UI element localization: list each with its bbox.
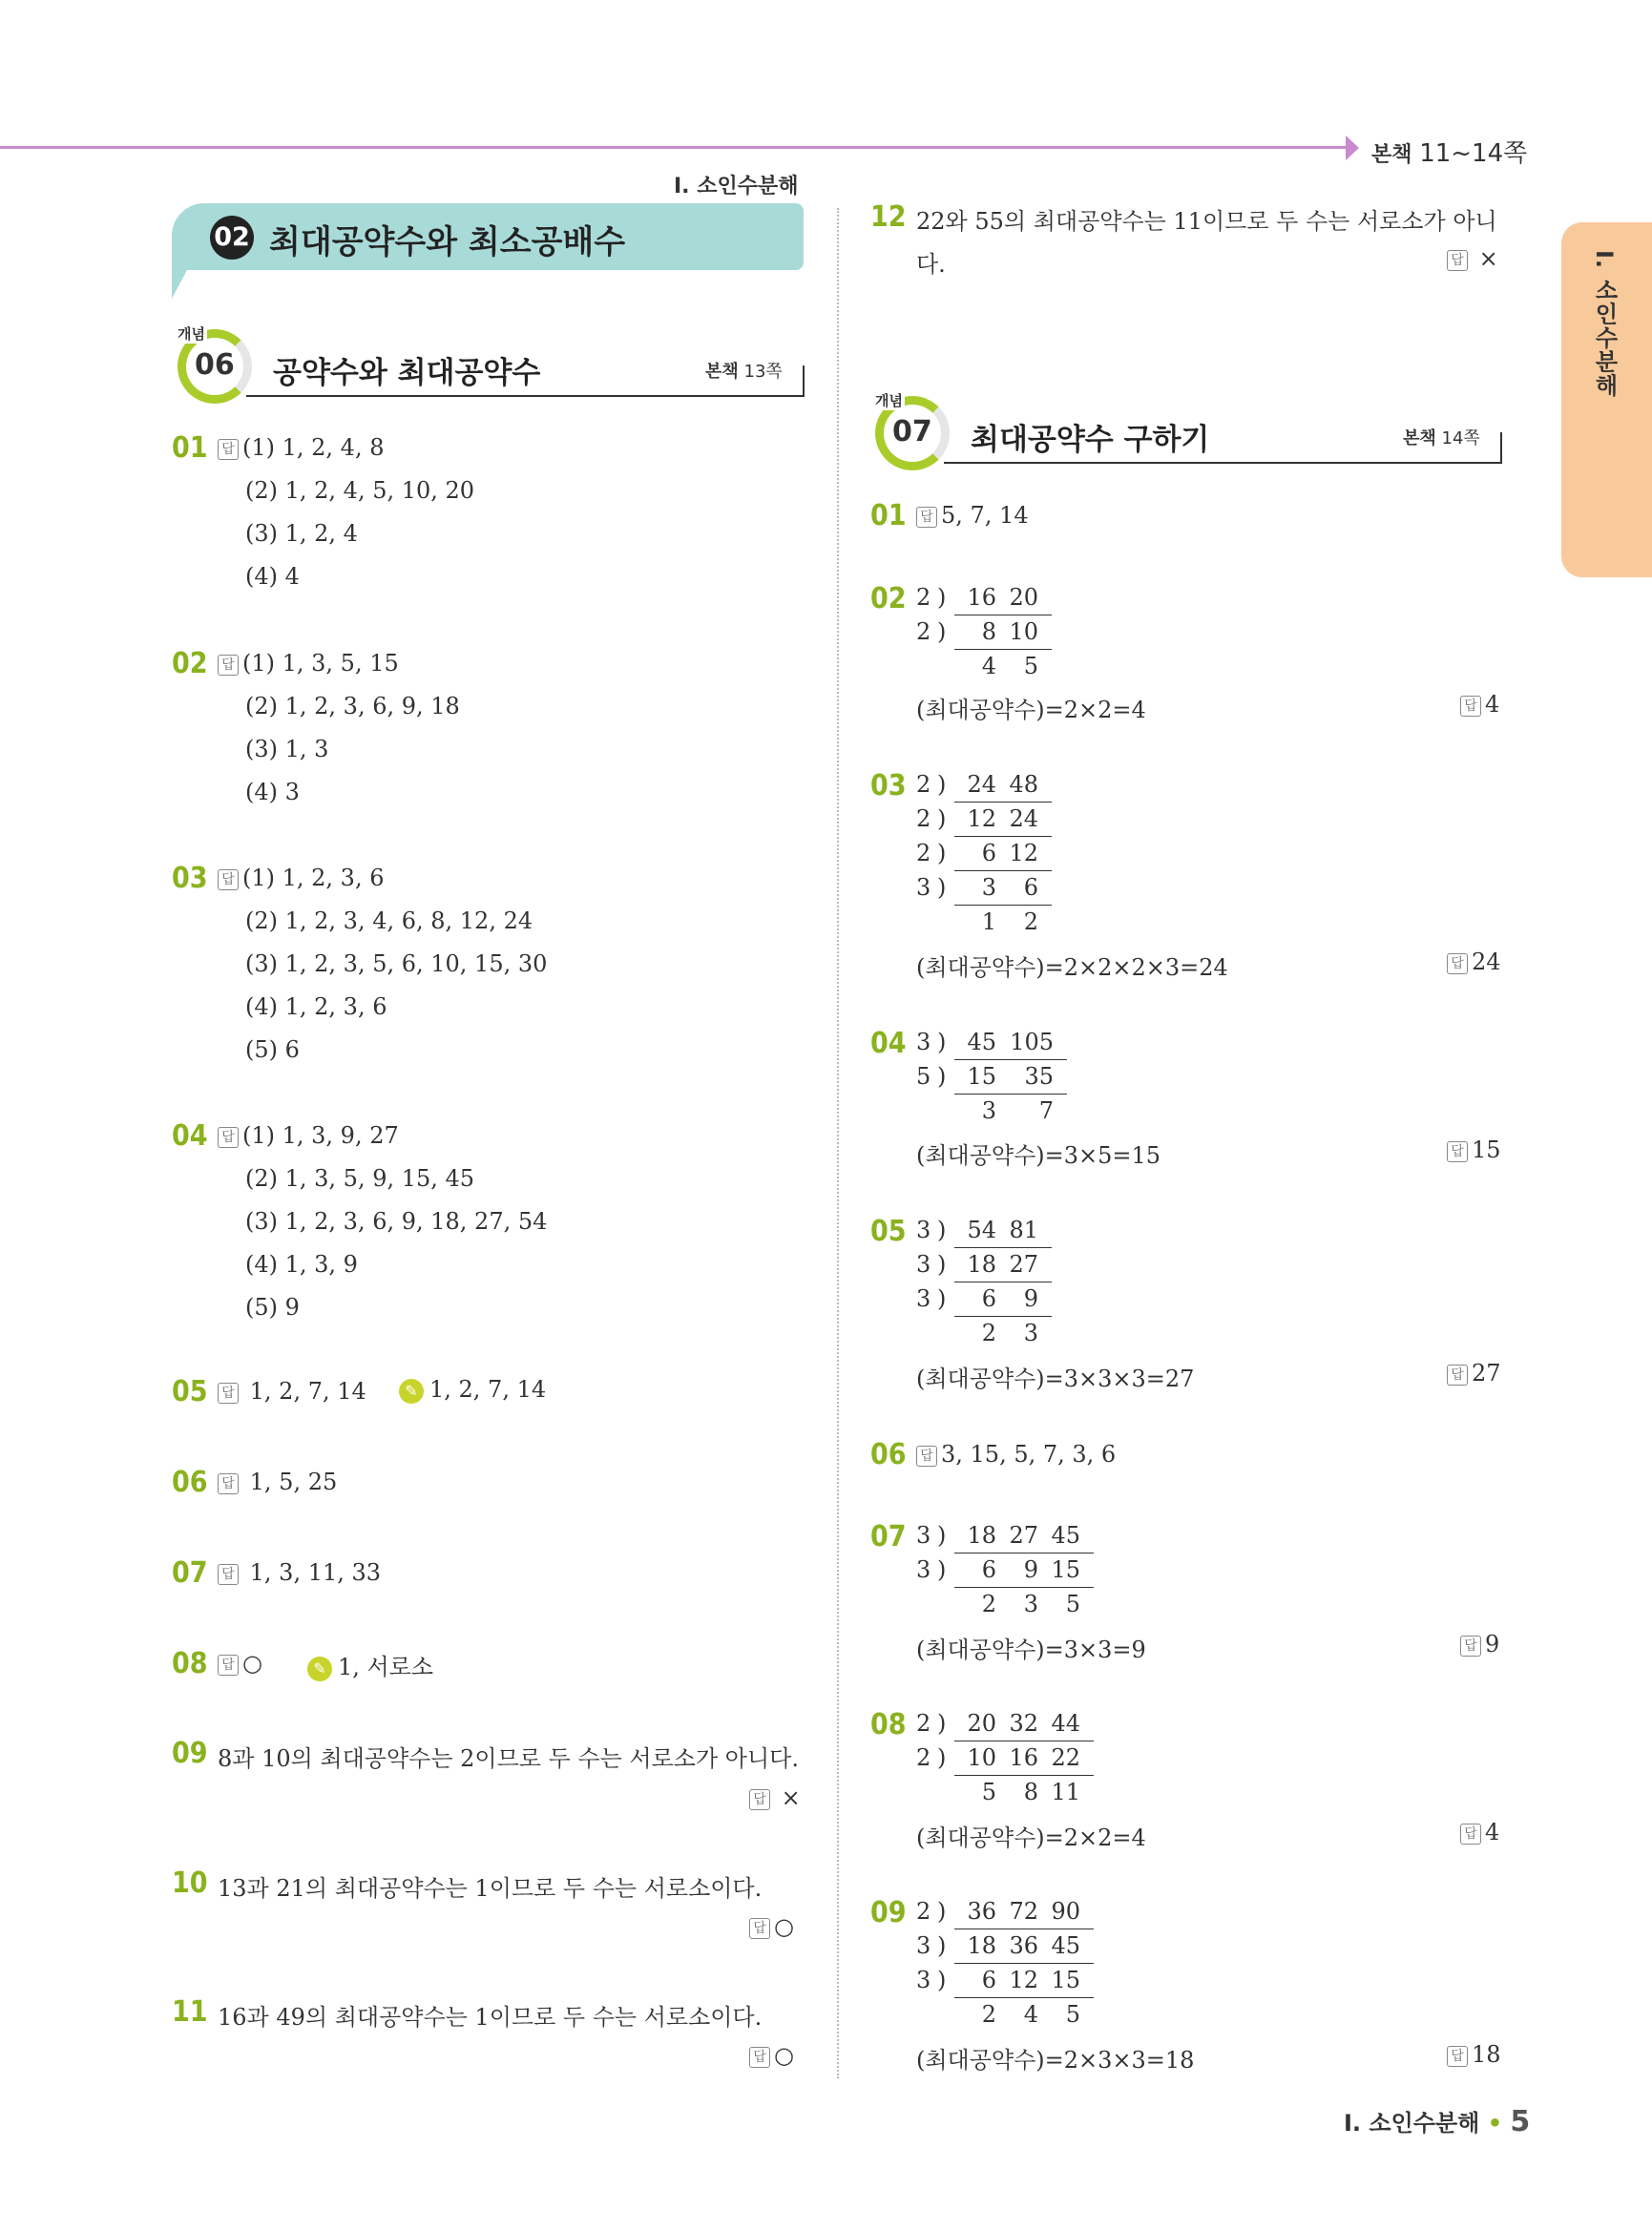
question-number: 07 [172,1556,208,1590]
concept-page-ref: 본책 14쪽 [1403,428,1480,448]
header-rule [0,146,1346,149]
question-number: 01 [870,499,907,532]
answer-line: 답 15 [1447,1136,1501,1163]
header-arrow-icon [1346,136,1359,160]
concept-number: 07 [892,415,932,448]
concept-title: 최대공약수 구하기 [971,423,1210,457]
concept-06-header [178,325,807,398]
concept-underline [944,462,1502,464]
ladder-paren: ) [937,1251,947,1278]
answer-line: 답 1, 3, 11, 33 [218,1559,381,1586]
concept-title: 공약수와 최대공약수 [273,356,541,390]
ladder-divisor: 2 [916,805,931,832]
ladder-value: 4 [981,653,996,679]
answer-line: (4) 1, 3, 9 [245,1251,358,1278]
ladder-cells [954,1251,1052,1282]
ladder-value: 35 [1024,1063,1054,1090]
answer-line: 답 ○ [749,1913,794,1940]
ladder-value: 24 [1009,805,1038,832]
answer-line: (2) 1, 2, 4, 5, 10, 20 [245,477,475,504]
concept-number: 06 [195,348,235,382]
concept-bracket [803,365,805,396]
answer-mark-icon: 답 [1460,1636,1481,1657]
answer-line: (2) 1, 3, 5, 9, 15, 45 [245,1165,475,1192]
answer-line: 답 (1) 1, 2, 4, 8 [218,434,384,461]
ladder-value: 15 [1051,1967,1080,1993]
ladder-value: 2 [981,2001,996,2028]
answer-mark-icon: 답 [1460,696,1481,717]
ladder-divisor: 2 [916,584,931,611]
ladder-value: 8 [981,618,996,645]
ladder-value: 27 [1009,1251,1038,1278]
answer-line: 답 ○ [749,2042,794,2069]
answer-line: 답 27 [1447,1360,1501,1387]
ladder-value: 18 [967,1522,996,1549]
answer-mark-icon: 답 [749,1918,770,1939]
ladder-cells [954,1591,1094,1621]
answer-line: 답 (1) 1, 3, 9, 27 [218,1122,399,1149]
explanation-text: 8과 10의 최대공약수는 2이므로 두 수는 서로소가 아니다. [218,1745,799,1772]
section-number-badge: 02 [210,216,254,260]
check-line: ✎ 1, 2, 7, 14 [399,1376,546,1404]
ladder-paren: ) [937,771,947,798]
ladder-paren: ) [937,805,947,832]
ladder-value: 10 [967,1744,996,1771]
concept-bracket [1500,432,1502,463]
ladder-cells [954,1029,1067,1060]
ladder-value: 36 [1009,1932,1038,1959]
question-number: 05 [870,1215,907,1248]
ladder-paren: ) [937,1285,947,1312]
ladder-value: 8 [1023,1779,1038,1805]
gcd-result: (최대공약수)=3×3=9 [916,1637,1146,1663]
chapter-title-top: I. 소인수분해 [674,175,799,198]
answer-line: 답 1, 2, 7, 14 [218,1378,366,1405]
ladder-cells [954,1320,1052,1350]
ladder-value: 20 [1009,584,1038,611]
pencil-check-icon: ✎ [399,1379,424,1404]
question-number: 08 [172,1647,208,1680]
ladder-cells [954,1967,1094,1998]
answer-line: 답 3, 15, 5, 7, 3, 6 [916,1441,1116,1468]
ladder-value: 2 [981,1591,996,1617]
ladder-value: 20 [967,1710,996,1737]
ladder-divisor: 3 [916,874,931,901]
ladder-cells [954,1217,1052,1248]
ladder-cells [954,1744,1094,1776]
ladder-value: 2 [1023,908,1038,935]
ladder-value: 16 [1009,1744,1038,1771]
ladder-paren: ) [937,1710,947,1737]
ladder-cells [954,771,1052,803]
concept-07-header [875,392,1505,465]
gcd-result: (최대공약수)=3×5=15 [916,1142,1161,1169]
gcd-result: (최대공약수)=2×2×2×3=24 [916,954,1228,981]
ladder-value: 6 [981,1556,996,1583]
ladder-divisor: 2 [916,1898,931,1925]
ladder-value: 12 [1009,1967,1038,1993]
answer-mark-icon: 답 [218,1127,239,1148]
ladder-value: 3 [981,1097,996,1124]
ladder-cells [954,1898,1094,1929]
question-number: 08 [870,1708,907,1741]
ladder-cells [954,618,1052,650]
ladder-divisor: 5 [916,1063,931,1090]
answer-line: (3) 1, 2, 3, 5, 6, 10, 15, 30 [245,950,548,977]
answer-line: 답 18 [1447,2041,1501,2068]
question-number: 02 [172,647,208,680]
answer-line: 답 9 [1460,1631,1499,1658]
answer-line: (4) 1, 2, 3, 6 [245,993,387,1020]
ladder-value: 18 [967,1932,996,1959]
answer-line: 답 × [1447,245,1498,272]
explanation-text: 다. [916,251,946,278]
answer-line: (2) 1, 2, 3, 4, 6, 8, 12, 24 [245,907,533,934]
answer-mark-icon: 답 [1447,1365,1468,1386]
ladder-paren: ) [937,840,947,866]
ladder-value: 22 [1051,1744,1080,1771]
ladder-value: 16 [967,584,996,611]
ladder-cells [954,2001,1094,2032]
ladder-value: 5 [1023,653,1038,679]
ladder-divisor: 3 [916,1285,931,1312]
answer-mark-icon: 답 [218,1564,239,1585]
ladder-value: 10 [1009,618,1038,645]
ladder-paren: ) [937,874,947,901]
answer-line: 답 ○ [218,1650,262,1677]
ladder-paren: ) [937,1029,947,1055]
answer-mark-icon: 답 [749,1789,770,1810]
question-number: 09 [172,1737,208,1770]
ladder-value: 5 [1065,1591,1080,1617]
section-title: 최대공약수와 최소공배수 [269,223,626,261]
ladder-paren: ) [937,1744,947,1771]
ladder-cells [954,1285,1052,1317]
check-line: ✎ 1, 서로소 [307,1648,433,1681]
ladder-value: 36 [967,1898,996,1925]
answer-mark-icon: 답 [218,439,239,460]
chapter-side-tab-label: I. 소인수분해 [1591,250,1618,398]
ladder-value: 54 [967,1217,996,1243]
gcd-result: (최대공약수)=3×3×3=27 [916,1366,1195,1392]
answer-line: 답 1, 5, 25 [218,1469,337,1495]
answer-line: (3) 1, 2, 4 [245,520,358,547]
answer-line: (4) 3 [245,779,300,805]
ladder-value: 90 [1051,1898,1080,1925]
ladder-value: 11 [1051,1779,1080,1805]
ladder-value: 5 [981,1779,996,1805]
answer-mark-icon: 답 [916,507,937,528]
ladder-paren: ) [937,1898,947,1925]
ladder-divisor: 3 [916,1029,931,1055]
ladder-divisor: 2 [916,771,931,798]
page-number: 5 [1510,2105,1531,2138]
ladder-cells [954,874,1052,906]
ladder-cells [954,584,1052,615]
concept-underline [246,395,805,397]
ladder-divisor: 3 [916,1967,931,1993]
ladder-paren: ) [937,1522,947,1549]
answer-line: 답 5, 7, 14 [916,502,1029,529]
section-banner-tail [172,270,187,299]
answer-line: (3) 1, 2, 3, 6, 9, 18, 27, 54 [245,1208,548,1235]
ladder-cells [954,908,1052,939]
ladder-value: 9 [1023,1285,1038,1312]
ladder-cells [954,653,1052,683]
ladder-cells [954,1779,1094,1809]
ladder-cells [954,1710,1094,1741]
question-number: 02 [870,582,907,615]
gcd-result: (최대공약수)=2×3×3=18 [916,2047,1195,2074]
question-number: 04 [172,1119,208,1153]
ladder-value: 2 [981,1320,996,1346]
answer-line: 답 × [749,1784,801,1811]
explanation-text: 16과 49의 최대공약수는 1이므로 두 수는 서로소이다. [218,2004,763,2031]
question-number: 12 [870,200,907,234]
page-footer: I. 소인수분해 • 5 [1344,2105,1531,2138]
ladder-divisor: 3 [916,1251,931,1278]
question-number: 03 [870,769,907,803]
explanation-text: 22와 55의 최대공약수는 11이므로 두 수는 서로소가 아니 [916,208,1497,235]
ladder-value: 105 [1010,1029,1054,1055]
ladder-cells [954,1097,1067,1128]
ladder-value: 24 [967,771,996,798]
ladder-value: 6 [981,840,996,866]
concept-page-ref: 본책 13쪽 [705,362,783,382]
ladder-value: 12 [1009,840,1038,866]
ladder-cells [954,1556,1094,1588]
answer-mark-icon: 답 [1447,2046,1468,2067]
ladder-value: 6 [1023,874,1038,901]
answer-line: 답 4 [1460,1819,1499,1845]
ladder-value: 45 [967,1029,996,1055]
ladder-value: 4 [1023,2001,1038,2028]
ladder-paren: ) [937,1217,947,1243]
column-divider [837,208,839,2078]
answer-line: (5) 9 [245,1294,300,1321]
ladder-value: 72 [1009,1898,1038,1925]
answer-line: 답 (1) 1, 2, 3, 6 [218,865,384,891]
ladder-divisor: 2 [916,618,931,645]
ladder-value: 1 [981,908,996,935]
ladder-value: 48 [1009,771,1038,798]
answer-mark-icon: 답 [218,1383,239,1404]
ladder-value: 6 [981,1967,996,1993]
ladder-paren: ) [937,1932,947,1959]
ladder-value: 9 [1023,1556,1038,1583]
ladder-cells [954,1932,1094,1964]
ladder-divisor: 2 [916,1710,931,1737]
ladder-value: 3 [1023,1320,1038,1346]
ladder-value: 7 [1038,1097,1054,1124]
ladder-value: 6 [981,1285,996,1312]
answer-mark-icon: 답 [218,1655,239,1676]
ladder-value: 18 [967,1251,996,1278]
ladder-divisor: 2 [916,840,931,866]
question-number: 05 [172,1375,208,1408]
ladder-divisor: 3 [916,1522,931,1549]
ladder-paren: ) [937,1967,947,1993]
answer-mark-icon: 답 [218,655,239,676]
ladder-divisor: 2 [916,1744,931,1771]
ladder-cells [954,1063,1067,1095]
question-number: 06 [870,1438,907,1471]
ladder-paren: ) [937,1556,947,1583]
question-number: 03 [172,862,208,895]
ladder-value: 3 [981,874,996,901]
answer-line: (5) 6 [245,1036,300,1063]
ladder-cells [954,1522,1094,1553]
ladder-value: 45 [1051,1522,1080,1549]
answer-mark-icon: 답 [1460,1824,1481,1845]
ladder-value: 45 [1051,1932,1080,1959]
gcd-result: (최대공약수)=2×2=4 [916,1824,1146,1851]
answer-line: 답 4 [1460,691,1499,718]
ladder-paren: ) [937,584,947,611]
concept-tag: 개념 [178,325,205,343]
pencil-check-icon: ✎ [307,1657,332,1681]
answer-mark-icon: 답 [1447,953,1468,974]
ladder-value: 15 [1051,1556,1080,1583]
answer-line: (4) 4 [245,563,300,590]
ladder-cells [954,840,1052,871]
question-number: 10 [172,1866,208,1900]
answer-line: 답 (1) 1, 3, 5, 15 [218,650,399,677]
answer-mark-icon: 답 [1447,250,1468,271]
question-number: 09 [870,1896,907,1929]
answer-mark-icon: 답 [1447,1141,1468,1162]
answer-mark-icon: 답 [749,2047,770,2068]
ladder-cells [954,805,1052,837]
ladder-paren: ) [937,1063,947,1090]
answer-mark-icon: 답 [916,1446,937,1467]
ladder-value: 44 [1051,1710,1080,1737]
concept-tag: 개념 [875,392,903,409]
question-number: 01 [172,431,208,465]
ladder-divisor: 3 [916,1217,931,1243]
answer-mark-icon: 답 [218,869,239,890]
ladder-value: 81 [1009,1217,1038,1243]
ladder-divisor: 3 [916,1556,931,1583]
question-number: 06 [172,1466,208,1499]
answer-line: (2) 1, 2, 3, 6, 9, 18 [245,693,460,719]
ladder-value: 32 [1009,1710,1038,1737]
answer-line: 답 24 [1447,949,1501,975]
ladder-value: 15 [967,1063,996,1090]
question-number: 07 [870,1520,907,1553]
answer-mark-icon: 답 [218,1473,239,1494]
ladder-value: 27 [1009,1522,1038,1549]
answer-line: (3) 1, 3 [245,736,329,762]
gcd-result: (최대공약수)=2×2=4 [916,697,1146,723]
ladder-paren: ) [937,618,947,645]
question-number: 11 [172,1995,208,2029]
header-page-ref: 본책 11~14쪽 [1371,139,1528,168]
explanation-text: 13과 21의 최대공약수는 1이므로 두 수는 서로소이다. [218,1875,763,1902]
ladder-value: 5 [1065,2001,1080,2028]
ladder-divisor: 3 [916,1932,931,1959]
ladder-value: 3 [1023,1591,1038,1617]
question-number: 04 [870,1027,907,1060]
ladder-value: 12 [967,805,996,832]
